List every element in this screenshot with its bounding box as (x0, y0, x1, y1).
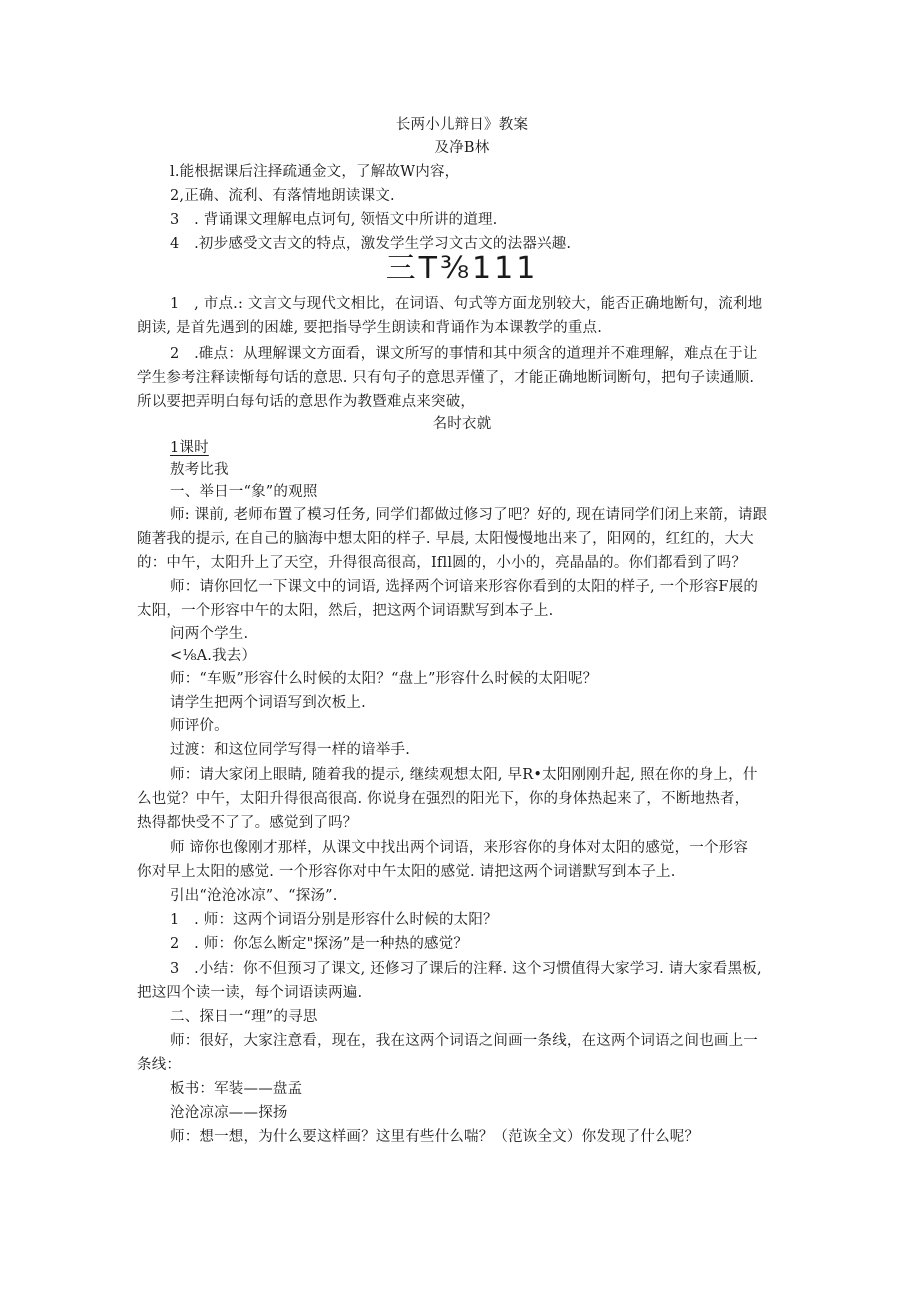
blackboard-line: 板书：军装——盘孟 (170, 1081, 303, 1097)
lesson-line: 3 .小结：你不但预习了课文, 还修习了课后的注释. 这个习惯值得大家学习. 请大家看黑板, (170, 961, 762, 977)
lesson-line: 过渡：和这位同学写得一样的谙举手. (170, 742, 411, 758)
lesson-line: 你对早上太阳的感觉. 一个形容你对中午太阳的感觉. 请把这两个词谱默写到本子上. (137, 864, 676, 880)
lesson-line: <⅛A.我去） (170, 648, 257, 664)
lesson-line: 师 谛你也像刚才那样，从课文中找出两个词语，来形容你的身体对太阳的感觉，一个形容 (170, 840, 749, 856)
lesson-line: 么也觉？中午，太阳升得很高很高. 你说身在强烈的阳光下，你的身体热起来了，不断地热者， (137, 791, 750, 807)
key-point-line: 朗读, 是首先遇到的困雄, 要把指导学生朗读和背诵作为本课教学的重点. (137, 320, 603, 336)
lesson-line: 师: 课前, 老师布置了模习任务, 同学们都做过修习了吧？好的, 现在请同学们闭上来箭，请跟 (170, 507, 768, 523)
lesson-line: 请学生把两个词语写到次板上. (170, 695, 366, 711)
goal-item: 4 .初步感受文吉文的特点，激发学生学习文古文的法器兴趣. (170, 236, 572, 252)
process-heading: 敖考比我 (170, 462, 229, 478)
lesson-line: 师：请你回忆一下课文中的词语, 选择两个诃谙来形容你看到的太阳的样子, 一个形容F展的 (170, 579, 759, 595)
lesson-line: 师：想一想，为什么要这样画？这里有些什么喘？（范诙全文）你发现了什么呢？ (170, 1129, 700, 1145)
lesson-line: 1 . 师：这两个词语分别是形容什么时候的太阳？ (170, 912, 498, 928)
goal-item: 2,正确、流利、有落情地朗读课文. (170, 188, 395, 204)
part-two-heading: 二、探日一“理”的寻思 (170, 1009, 318, 1025)
document-title: 长两小儿辩日》教案 (395, 117, 529, 133)
lesson-line: 把这四个读一读，每个词语读两遍. (137, 985, 363, 1001)
goal-item: l.能根据课后注择疏通金文，了解故W内容， (170, 164, 460, 180)
lesson-line: 2 . 师：你怎么断定"探汤”是一种热的感觉？ (170, 936, 469, 952)
lesson-line: 师评价。 (170, 718, 229, 734)
section-heading: 三T⅜111 (385, 252, 539, 286)
lesson-line: 师：请大家闭上眼睛, 随着我的提示, 继续观想太阳, 早R•太阳刚刚升起, 照在你的身上，什 (170, 767, 758, 783)
lesson-line: 引出“沧沧冰凉”、“探汤”. (170, 888, 338, 904)
key-point-line: 1 , 市点.: 文言文与现代文相比，在词语、句式等方面龙别较大，能否正确地断句，流利地 (170, 296, 763, 312)
document-subtitle: 及净B林 (434, 140, 490, 156)
period-label: 1课时 (170, 440, 209, 456)
lesson-line: 随著我的提示, 在自己的脑海中想太阳的样子. 早晨, 太阳慢慢地出来了，阳网的，红红的，大大 (137, 531, 754, 547)
part-one-heading: 一、举日一“象”的观照 (170, 484, 318, 500)
difficulty-line: 学生参考注释读惭每句话的意思. 只有句子的意思弄懂了，才能正确地断词断句，把句子读通顺. (137, 370, 755, 386)
lesson-line: 师：“车贩”形容什么时候的太阳？“盘上”形容什么时候的太阳呢？ (170, 671, 598, 687)
lesson-line: 热得都快受不了了。感觉到了吗？ (137, 815, 358, 831)
goal-item: 3 . 背诵课文理解电点诃句, 领悟文中所讲的道理. (170, 212, 498, 228)
blackboard-line: 沧沧凉凉——探扬 (170, 1105, 288, 1121)
lesson-line: 师：很好，大家注意看，现在，我在这两个词语之间画一条线，在这两个词语之间也画上一 (170, 1033, 758, 1049)
lesson-line: 的：中午，太阳升上了天空，升得很高很高，Ifll圆的，小小的，亮晶晶的。你们都看到了吗？ (137, 555, 747, 571)
lesson-line: 太阳，一个形容中午的太阳，然后，把这两个词语默写到本子上. (137, 603, 554, 619)
difficulty-line: 所以要把弄明白每句话的意思作为教暨难点来突破， (137, 394, 476, 410)
difficulty-line: 2 .碓点：从理解课文方面看，课文所写的事情和其中须含的道理并不难理解，难点在于让 (170, 346, 758, 362)
time-heading: 名时衣就 (432, 416, 492, 432)
lesson-line: 问两个学生. (170, 626, 249, 642)
lesson-line: 条线： (137, 1057, 182, 1073)
